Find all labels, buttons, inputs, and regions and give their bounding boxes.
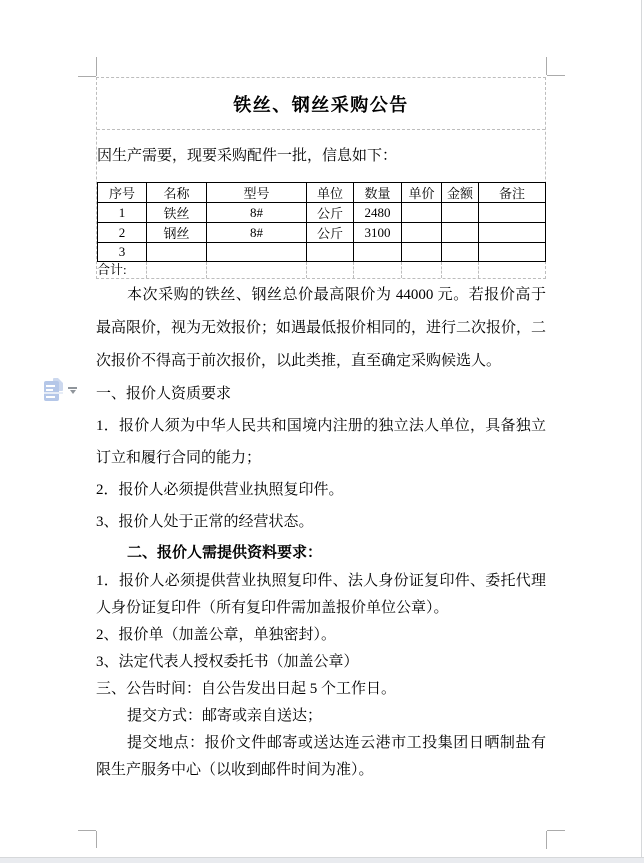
table-cell: 2 bbox=[98, 223, 147, 243]
doc-text-line bbox=[46, 389, 53, 391]
section1-item-1: 1．报价人须为中华人民共和国境内注册的独立法人单位，具备独立订立和履行合同的能力； bbox=[96, 418, 546, 466]
total-row bbox=[97, 262, 545, 278]
total-label: 合计: bbox=[97, 262, 127, 277]
table-header-cell: 单位 bbox=[307, 183, 354, 203]
table-cell bbox=[479, 223, 546, 243]
section2-heading: 二、报价人需提供资料要求： bbox=[127, 545, 323, 561]
total-cell bbox=[206, 262, 306, 278]
table-header-cell: 型号 bbox=[207, 183, 307, 203]
section2-item-1: 1．报价人必须提供营业执照复印件、法人身份证复印件、委托代理人身份证复印件（所有复印件需加盖报价单位公章）。 bbox=[96, 573, 546, 616]
total-cell bbox=[306, 262, 353, 278]
intro-paragraph bbox=[97, 130, 545, 182]
paste-document-shape bbox=[44, 381, 59, 401]
table-cell: 铁丝 bbox=[147, 203, 207, 223]
paste-options-icon[interactable] bbox=[44, 378, 63, 402]
table-cell bbox=[479, 243, 546, 262]
text-boundary-block bbox=[96, 77, 546, 279]
table-row bbox=[98, 243, 546, 262]
table-header-cell: 名称 bbox=[147, 183, 207, 203]
dropdown-triangle bbox=[70, 390, 76, 394]
section2-item-2: 2、报价单（加盖公章，单独密封）。 bbox=[96, 627, 337, 643]
table-cell bbox=[354, 243, 402, 262]
table-cell: 3 bbox=[98, 243, 147, 262]
margin-mark-bottom-left-horizontal bbox=[78, 830, 96, 831]
table-cell: 8# bbox=[207, 203, 307, 223]
paragraph-price-note: 本次采购的铁丝、钢丝总价最高限价为 44000 元。若报价高于最高限价，视为无效报价；如遇最低报价相同的，进行二次报价，二次报价不得高于前次报价，以此类推，直至确定采购候选人。 bbox=[96, 287, 547, 369]
table-cell bbox=[402, 223, 442, 243]
submit-place-paragraph: 提交地点：报价文件邮寄或送达连云港市工投集团日晒制盐有限生产服务中心（以收到邮件时间为准）。 bbox=[96, 735, 546, 778]
document-text-area bbox=[96, 77, 546, 784]
total-cell bbox=[441, 262, 478, 278]
intro-text: 因生产需要，现要采购配件一批，信息如下： bbox=[97, 148, 398, 164]
table-row bbox=[98, 203, 546, 223]
total-cell bbox=[401, 262, 441, 278]
table-cell bbox=[402, 203, 442, 223]
margin-mark-top-right-horizontal bbox=[547, 75, 565, 76]
table-header-cell: 单价 bbox=[402, 183, 442, 203]
section2-item-3: 3、法定代表人授权委托书（加盖公章） bbox=[96, 654, 359, 670]
table-cell bbox=[307, 243, 354, 262]
total-cell bbox=[353, 262, 401, 278]
section1-heading: 一、报价人资质要求 bbox=[96, 386, 232, 402]
section1-item-3: 3、报价人处于正常的经营状态。 bbox=[96, 514, 314, 530]
table-cell: 8# bbox=[207, 223, 307, 243]
total-cell bbox=[146, 262, 206, 278]
table-cell bbox=[442, 203, 479, 223]
dropdown-arrow-icon[interactable] bbox=[68, 387, 77, 394]
window-bottom-edge bbox=[0, 857, 644, 863]
table-header-row bbox=[98, 183, 546, 203]
margin-mark-bottom-right-horizontal bbox=[547, 830, 565, 831]
table-header-cell: 金额 bbox=[442, 183, 479, 203]
section1-item-2: 2．报价人必须提供营业执照复印件。 bbox=[96, 482, 344, 498]
procurement-table bbox=[97, 182, 546, 262]
submit-method-paragraph: 提交方式：邮寄或亲自送达； bbox=[127, 708, 323, 724]
table-cell bbox=[442, 223, 479, 243]
doc-text-line bbox=[46, 396, 55, 398]
table-cell bbox=[402, 243, 442, 262]
table-cell: 钢丝 bbox=[147, 223, 207, 243]
table-cell bbox=[442, 243, 479, 262]
margin-mark-top-left-horizontal bbox=[78, 76, 96, 77]
margin-mark-bottom-left-vertical bbox=[96, 831, 97, 848]
doc-text-line bbox=[46, 385, 55, 387]
table-cell bbox=[479, 203, 546, 223]
table-header-cell: 备注 bbox=[479, 183, 546, 203]
margin-mark-top-right-vertical bbox=[546, 57, 547, 75]
margin-mark-top-left-vertical bbox=[96, 57, 97, 76]
table-cell: 3100 bbox=[354, 223, 402, 243]
margin-mark-bottom-right-vertical bbox=[546, 831, 547, 849]
table-header-cell: 数量 bbox=[354, 183, 402, 203]
table-cell: 公斤 bbox=[307, 203, 354, 223]
total-cell bbox=[478, 262, 545, 278]
table-header-cell: 序号 bbox=[98, 183, 147, 203]
title-text: 铁丝、钢丝采购公告 bbox=[233, 94, 409, 115]
table-cell: 1 bbox=[98, 203, 147, 223]
paste-options-button[interactable] bbox=[44, 378, 77, 402]
section3-heading: 三、公告时间：自公告发出日起 5 个工作日。 bbox=[96, 681, 397, 697]
document-title bbox=[97, 78, 545, 130]
table-cell bbox=[207, 243, 307, 262]
dropdown-bar bbox=[68, 387, 77, 389]
table-cell: 公斤 bbox=[307, 223, 354, 243]
table-row bbox=[98, 223, 546, 243]
window-right-edge bbox=[641, 0, 642, 863]
table-cell: 2480 bbox=[354, 203, 402, 223]
table-cell bbox=[147, 243, 207, 262]
doc-text-line bbox=[44, 392, 63, 394]
